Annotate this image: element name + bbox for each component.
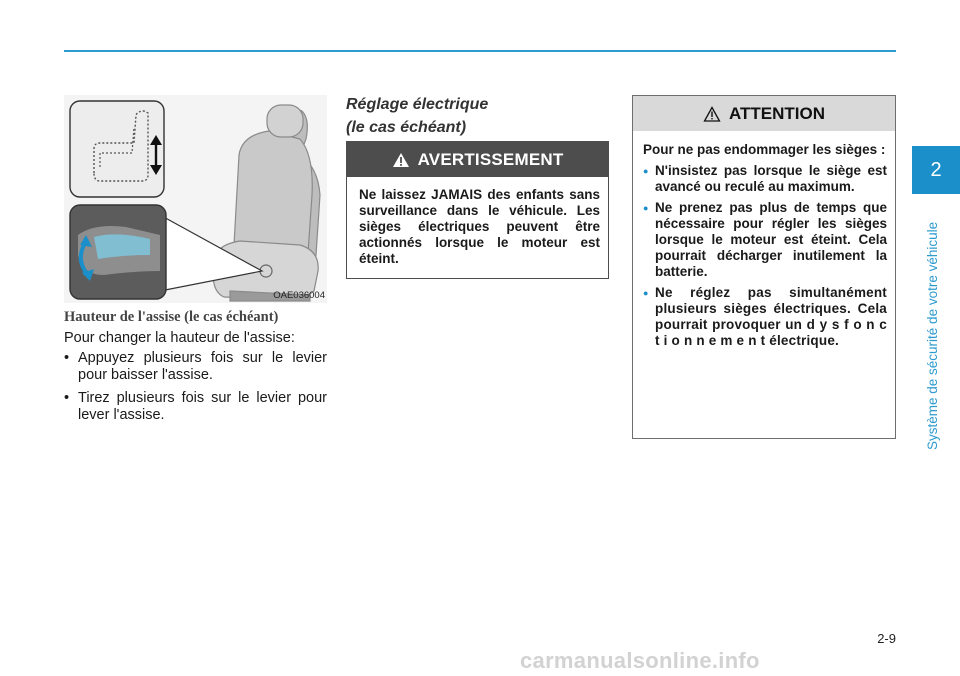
power-adjust-heading	[346, 93, 608, 139]
heading-line: (le cas échéant)	[346, 119, 467, 136]
instruction-list	[64, 350, 327, 430]
caution-intro: Pour ne pas endommager les sièges :	[643, 142, 886, 157]
figure-code: OAE036004	[273, 290, 325, 301]
watermark: carmanualsonline.info	[520, 648, 760, 673]
page-number: 2-9	[877, 631, 896, 646]
caution-list	[633, 163, 895, 349]
intro-text: Pour changer la hauteur de l'assise:	[64, 330, 295, 346]
heading-line: Réglage électrique	[346, 96, 489, 113]
seat-illustration	[64, 95, 327, 303]
warning-box	[346, 141, 609, 279]
caution-triangle-icon	[703, 106, 721, 122]
top-rule	[64, 50, 896, 52]
list-item: • Tirez plusieurs fois sur le levier pour lever l'assise.	[64, 390, 327, 424]
warning-header	[347, 142, 608, 177]
caution-title: ATTENTION	[728, 103, 825, 123]
list-item: ● N'insistez pas lorsque le siège est avancé ou reculé au maximum.	[643, 163, 887, 195]
seat-height-figure	[64, 95, 327, 303]
caution-header	[633, 96, 895, 131]
inset-lever-closeup	[70, 205, 166, 299]
caution-box	[632, 95, 896, 439]
chapter-title: Système de sécurité de votre véhicule	[925, 221, 940, 450]
chapter-number: 2	[930, 159, 942, 181]
list-item: ● Ne réglez pas simultanément plusieurs sièges électriques. Cela pourrait provoquer un d y s f o n c t i o n n e m e n t électrique.	[643, 285, 887, 349]
list-item: ● Ne prenez pas plus de temps que nécessaire pour régler les sièges lorsque le moteur est éteint. Cela pourrait décharger inutilement la batterie.	[643, 200, 887, 280]
section-heading: Hauteur de l'assise (le cas échéant)	[64, 309, 279, 325]
list-item: • Appuyez plusieurs fois sur le levier pour baisser l'assise.	[64, 350, 327, 384]
warning-triangle-icon	[392, 152, 410, 168]
warning-title: AVERTISSEMENT	[417, 149, 564, 169]
warning-text: Ne laissez JAMAIS des enfants sans surveillance dans le véhicule. Les sièges électriques peuvent être actionnés lorsque le moteur est éteint.	[359, 187, 600, 266]
inset-seat-outline	[70, 101, 164, 197]
chapter-tab	[912, 146, 960, 194]
